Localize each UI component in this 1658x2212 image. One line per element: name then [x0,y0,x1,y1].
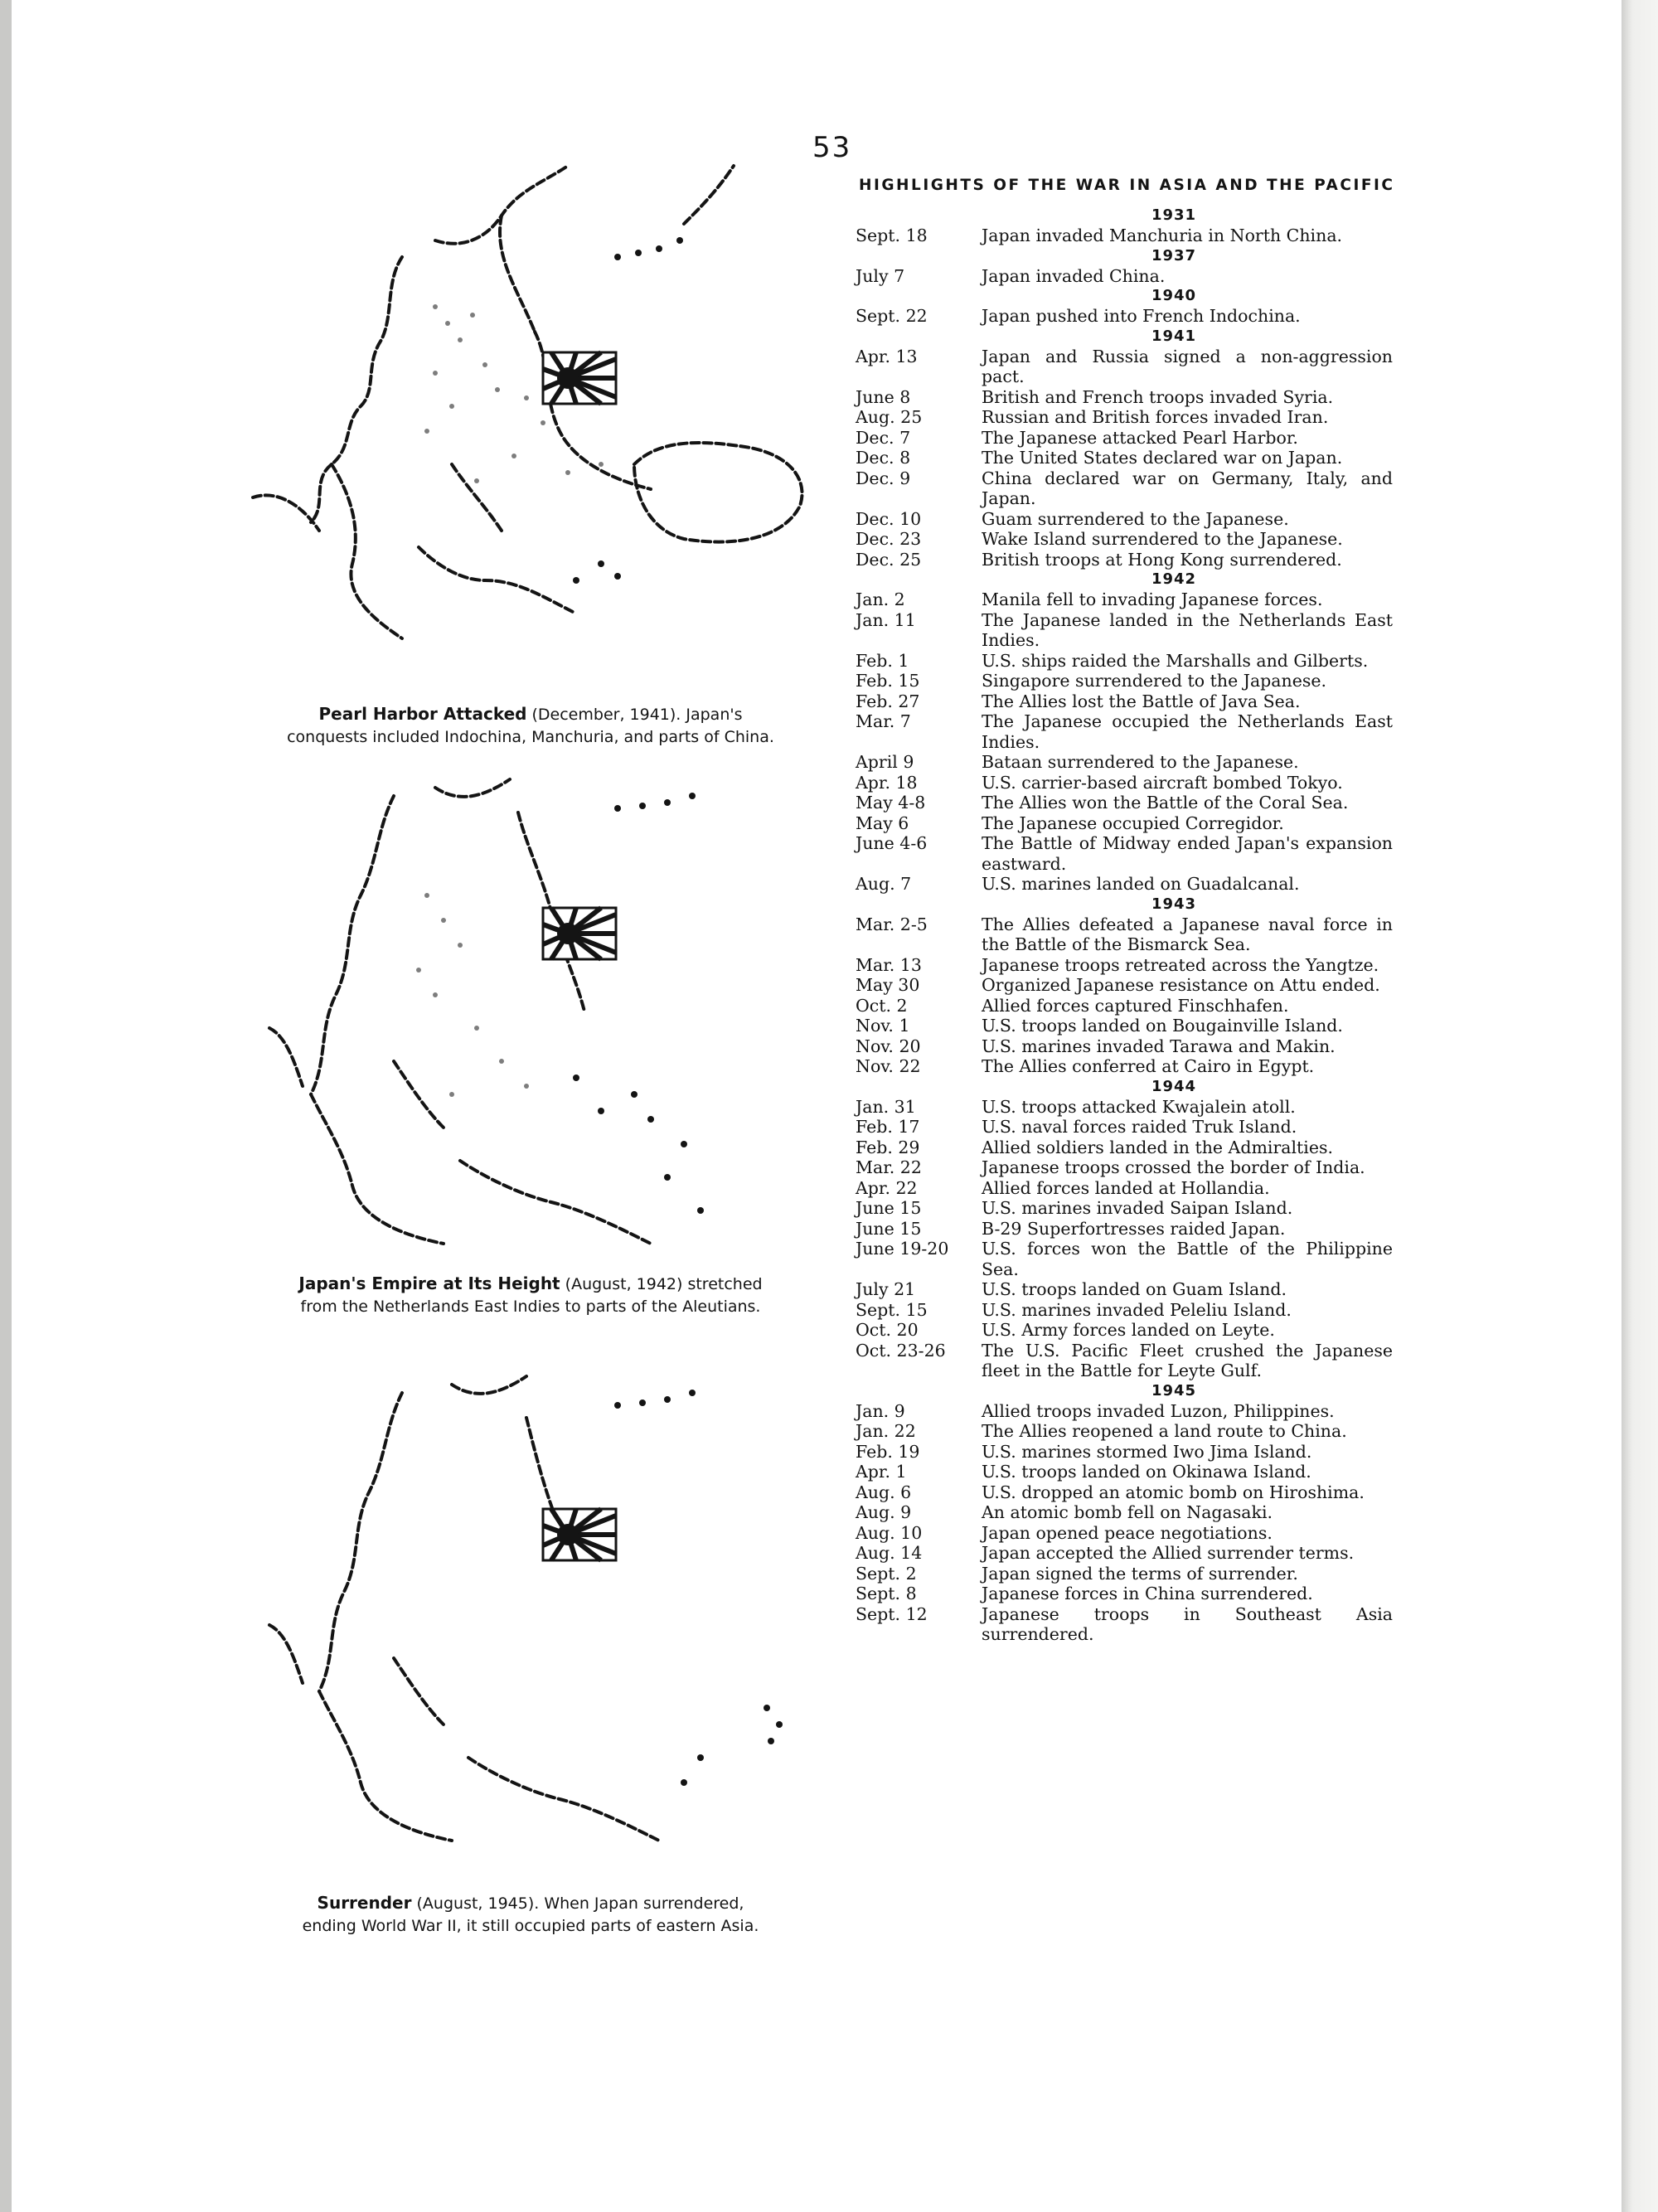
event-date: June 15 [856,1218,922,1239]
event-date: Aug. 25 [856,407,923,427]
event-description: Wake Island surrendered to the Japanese. [982,529,1343,549]
page-edge-shadow [1622,0,1658,2212]
map-caption-surrender: Surrender (August, 1945). When Japan surrendered, ending World War II, it still occupied parts of eastern Asia. [302,1893,759,1935]
timeline-event [856,448,1393,468]
event-description: The Allies defeated a Japanese naval force in the Battle of the Bismarck Sea. [982,914,1393,954]
event-date: Aug. 10 [856,1522,923,1543]
timeline-event [856,813,1393,834]
timeline-event [856,1198,1393,1219]
timeline-event [856,955,1393,976]
event-description: U.S. troops landed on Okinawa Island. [982,1462,1311,1482]
event-date: Sept. 12 [856,1603,928,1624]
event-date: Dec. 23 [856,529,922,549]
event-date: Feb. 19 [856,1441,920,1462]
event-description: U.S. ships raided the Marshalls and Gilberts. [982,650,1369,671]
event-description: U.S. carrier-based aircraft bombed Tokyo. [982,772,1343,793]
event-date: Sept. 18 [856,226,928,245]
event-date: Apr. 18 [856,772,918,793]
event-date: Apr. 13 [856,346,918,366]
timeline-event [856,1036,1393,1057]
event-date: Dec. 7 [856,427,911,448]
event-description: The Japanese occupied Corregidor. [982,813,1284,833]
event-date: Nov. 20 [856,1036,921,1056]
event-date: Aug. 14 [856,1543,923,1563]
event-date: Mar. 2-5 [856,914,928,934]
event-description: Manila fell to invading Japanese forces. [982,589,1323,609]
year-heading: 1937 [1151,246,1197,264]
timeline-event [856,1543,1393,1564]
map-caption-empire-height: Japan's Empire at Its Height (August, 1942) stretched from the Netherlands East Indies to parts of the Aleutians. [298,1273,763,1316]
timeline-event [856,266,1393,287]
year-heading: 1943 [1151,895,1197,913]
rising-sun-flag-icon [543,908,616,959]
event-description: Japan accepted the Allied surrender terms. [982,1543,1355,1563]
event-date: May 4-8 [856,793,926,813]
event-date: Aug. 7 [856,874,912,894]
timeline-event [856,975,1393,996]
event-description: U.S. marines landed on Guadalcanal. [982,874,1300,894]
event-date: Nov. 1 [856,1016,910,1036]
timeline-event [856,1482,1393,1503]
event-description: The Japanese attacked Pearl Harbor. [982,427,1298,448]
event-date: Jan. 2 [856,589,905,609]
event-date: Sept. 22 [856,306,928,326]
event-date: Dec. 25 [856,549,922,570]
event-date: Dec. 9 [856,468,911,488]
event-date: Aug. 9 [856,1502,912,1522]
timeline-event [856,711,1393,752]
event-description: The Japanese occupied the Netherlands East Indies. [982,711,1393,752]
event-date: Jan. 9 [856,1400,905,1421]
event-description: Allied forces captured Finschhafen. [982,995,1289,1016]
timeline-event [856,1097,1393,1118]
year-heading: 1941 [1151,327,1197,345]
event-description: Japanese troops crossed the border of India. [982,1157,1365,1177]
timeline-event [856,1300,1393,1321]
timeline-event [856,529,1393,550]
event-description: Russian and British forces invaded Iran. [982,407,1329,427]
timeline-event [856,347,1393,387]
event-description: The Allies lost the Battle of Java Sea. [982,691,1301,711]
event-description: U.S. forces won the Battle of the Philippine Sea. [982,1239,1393,1279]
timeline-event [856,1462,1393,1482]
event-date: Mar. 13 [856,954,922,975]
event-description: The Allies won the Battle of the Coral Sea. [982,793,1349,813]
timeline-event [856,914,1393,955]
event-date: Oct. 23-26 [856,1340,946,1361]
event-description: U.S. marines invaded Peleliu Island. [982,1299,1292,1320]
event-date: Feb. 27 [856,691,920,711]
event-description: U.S. Army forces landed on Leyte. [982,1320,1275,1340]
event-date: June 15 [856,1198,922,1218]
war-timeline [856,177,1393,1645]
event-description: Japan signed the terms of surrender. [982,1563,1298,1584]
event-description: Japanese troops in Southeast Asia surrendered. [982,1603,1393,1644]
event-description: The Allies reopened a land route to China. [982,1421,1347,1441]
event-description: Organized Japanese resistance on Attu ended. [982,975,1380,995]
event-date: June 8 [856,386,911,407]
timeline-event [856,226,1393,246]
timeline-event [856,1279,1393,1300]
timeline-event [856,1178,1393,1199]
timeline-title: HIGHLIGHTS OF THE WAR IN ASIA AND THE PACIFIC [859,177,1395,194]
event-description: U.S. naval forces raided Truk Island. [982,1117,1297,1137]
timeline-event [856,509,1393,530]
timeline-event [856,1016,1393,1036]
event-date: July 7 [856,265,905,286]
event-date: Oct. 20 [856,1320,919,1340]
map-pearl-harbor [187,116,833,696]
event-description: B-29 Superfortresses raided Japan. [982,1218,1286,1239]
timeline-event [856,1421,1393,1442]
event-date: Apr. 22 [856,1177,918,1198]
event-date: Jan. 22 [856,1421,916,1441]
map-caption-pearl-harbor: Pearl Harbor Attacked (December, 1941). Japan's conquests included Indochina, Manchuria, and parts of China. [287,704,774,746]
rising-sun-flag-icon [543,1509,616,1560]
timeline-event [856,1401,1393,1422]
map-caption-title: Surrender [317,1893,412,1913]
event-description: The U.S. Pacific Fleet crushed the Japanese fleet in the Battle for Leyte Gulf. [982,1340,1393,1380]
event-date: June 4-6 [856,833,928,853]
event-date: Mar. 7 [856,711,911,731]
timeline-event [856,1341,1393,1381]
timeline-event [856,773,1393,793]
event-date: Sept. 15 [856,1299,928,1320]
event-date: Oct. 2 [856,995,908,1016]
event-date: July 21 [856,1279,916,1299]
map-caption-title: Pearl Harbor Attacked [318,704,527,724]
event-description: British troops at Hong Kong surrendered. [982,549,1342,570]
event-date: Jan. 11 [856,609,916,630]
event-description: British and French troops invaded Syria. [982,386,1334,407]
year-heading: 1942 [1151,570,1197,588]
timeline-event [856,589,1393,610]
event-description: The Japanese landed in the Netherlands East Indies. [982,609,1393,650]
map-surrender [187,1368,833,1882]
timeline-event [856,1138,1393,1158]
timeline-event [856,874,1393,895]
timeline-event [856,1239,1393,1279]
event-description: U.S. marines invaded Saipan Island. [982,1198,1293,1218]
timeline-event [856,996,1393,1016]
event-date: Sept. 2 [856,1563,917,1584]
timeline-event [856,752,1393,773]
event-date: April 9 [856,752,914,772]
event-description: Allied troops invaded Luzon, Philippines. [982,1400,1335,1421]
timeline-event [856,387,1393,408]
event-description: Japan invaded China. [982,265,1166,286]
event-date: Jan. 31 [856,1096,916,1117]
event-description: Japanese forces in China surrendered. [982,1584,1313,1603]
event-date: May 30 [856,975,920,995]
event-date: May 6 [856,813,909,833]
event-date: Feb. 15 [856,671,920,691]
event-description: U.S. troops landed on Guam Island. [982,1279,1287,1299]
timeline-event [856,1056,1393,1077]
event-description: Bataan surrendered to the Japanese. [982,752,1299,772]
event-description: U.S. dropped an atomic bomb on Hiroshima. [982,1482,1365,1502]
timeline-event [856,1502,1393,1523]
event-description: Guam surrendered to the Japanese. [982,508,1289,529]
year-heading: 1944 [1151,1077,1197,1095]
timeline-event [856,1219,1393,1239]
event-description: Japan invaded Manchuria in North China. [982,226,1343,245]
event-description: An atomic bomb fell on Nagasaki. [982,1502,1273,1522]
event-description: Allied soldiers landed in the Admiralties. [982,1137,1334,1157]
event-date: Sept. 8 [856,1584,917,1603]
timeline-event [856,428,1393,449]
event-date: Feb. 1 [856,650,909,671]
timeline-event [856,468,1393,509]
event-description: China declared war on Germany, Italy, and Japan. [982,468,1393,508]
year-heading: 1945 [1151,1381,1197,1399]
event-description: The Allies conferred at Cairo in Egypt. [982,1056,1315,1076]
event-description: U.S. marines stormed Iwo Jima Island. [982,1441,1312,1462]
timeline-event [856,691,1393,712]
timeline-event [856,671,1393,691]
event-description: Japanese troops retreated across the Yangtze. [982,954,1379,975]
event-description: Japan opened peace negotiations. [982,1522,1273,1543]
event-description: The United States declared war on Japan. [982,448,1343,468]
timeline-event [856,550,1393,570]
timeline-event [856,407,1393,428]
event-date: Apr. 1 [856,1462,907,1482]
event-date: Feb. 29 [856,1137,920,1157]
timeline-event [856,1523,1393,1544]
event-description: Japan pushed into French Indochina. [982,306,1301,326]
event-description: The Battle of Midway ended Japan's expansion eastward. [982,833,1393,874]
event-date: Dec. 10 [856,508,922,529]
timeline-event [856,1117,1393,1138]
timeline-event [856,306,1393,327]
event-date: Nov. 22 [856,1056,921,1076]
timeline-event [856,1564,1393,1584]
page-number: 53 [812,131,852,164]
event-description: Japan and Russia signed a non-aggression pact. [982,346,1393,386]
scan-border [0,0,12,2212]
event-date: Feb. 17 [856,1117,920,1137]
event-description: U.S. troops landed on Bougainville Island. [982,1016,1343,1036]
timeline-event [856,1584,1393,1604]
year-heading: 1931 [1151,206,1197,224]
event-description: U.S. marines invaded Tarawa and Makin. [982,1036,1336,1056]
event-description: U.S. troops attacked Kwajalein atoll. [982,1096,1296,1117]
timeline-event [856,833,1393,874]
timeline-event [856,793,1393,813]
map-caption-title: Japan's Empire at Its Height [298,1273,560,1293]
timeline-event [856,1157,1393,1178]
event-date: Aug. 6 [856,1482,912,1502]
rising-sun-flag-icon [543,352,616,404]
timeline-event [856,610,1393,651]
timeline-body [856,206,1393,1645]
timeline-event [856,1604,1393,1645]
event-date: Dec. 8 [856,448,911,468]
event-description: Singapore surrendered to the Japanese. [982,671,1327,691]
year-heading: 1940 [1151,287,1197,304]
timeline-event [856,1320,1393,1341]
timeline-event [856,1442,1393,1463]
event-date: June 19-20 [856,1239,949,1259]
map-empire-height [187,763,833,1277]
event-description: Allied forces landed at Hollandia. [982,1177,1270,1198]
timeline-event [856,651,1393,672]
event-date: Mar. 22 [856,1157,922,1177]
